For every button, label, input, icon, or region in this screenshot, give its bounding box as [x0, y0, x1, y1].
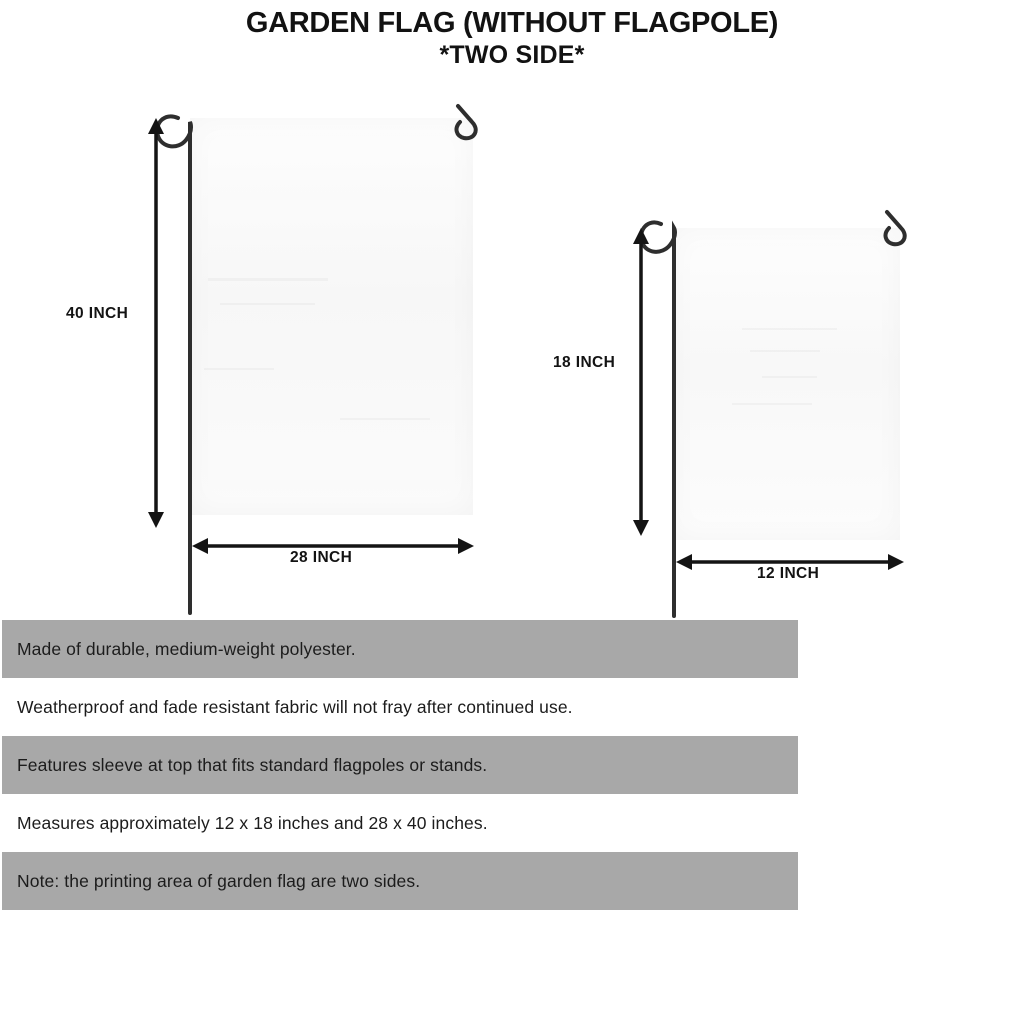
large-flag-height-label: 40 INCH — [66, 305, 129, 322]
feature-list — [2, 620, 798, 910]
feature-text: Weatherproof and fade resistant fabric will not fray after continued use. — [17, 696, 573, 717]
large-flag-height-dimension — [140, 118, 190, 528]
small-flag-height-dimension — [625, 228, 675, 536]
title-primary: GARDEN FLAG (WITHOUT FLAGPOLE) — [245, 7, 779, 39]
feature-text: Features sleeve at top that fits standard flagpoles or stands. — [17, 754, 488, 775]
large-flag-width-label: 28 INCH — [290, 549, 353, 566]
list-item — [2, 794, 798, 852]
list-item — [2, 678, 798, 736]
list-item — [2, 852, 798, 910]
small-flag-height-label: 18 INCH — [553, 354, 616, 371]
list-item — [2, 620, 798, 678]
feature-text: Made of durable, medium-weight polyester. — [17, 638, 356, 659]
title-secondary: *TWO SIDE* — [439, 41, 585, 69]
list-item — [2, 736, 798, 794]
feature-text: Measures approximately 12 x 18 inches and 28 x 40 inches. — [17, 812, 488, 833]
feature-text: Note: the printing area of garden flag are two sides. — [17, 870, 421, 891]
page-title — [0, 6, 1024, 70]
small-flag-width-label: 12 INCH — [757, 565, 820, 582]
